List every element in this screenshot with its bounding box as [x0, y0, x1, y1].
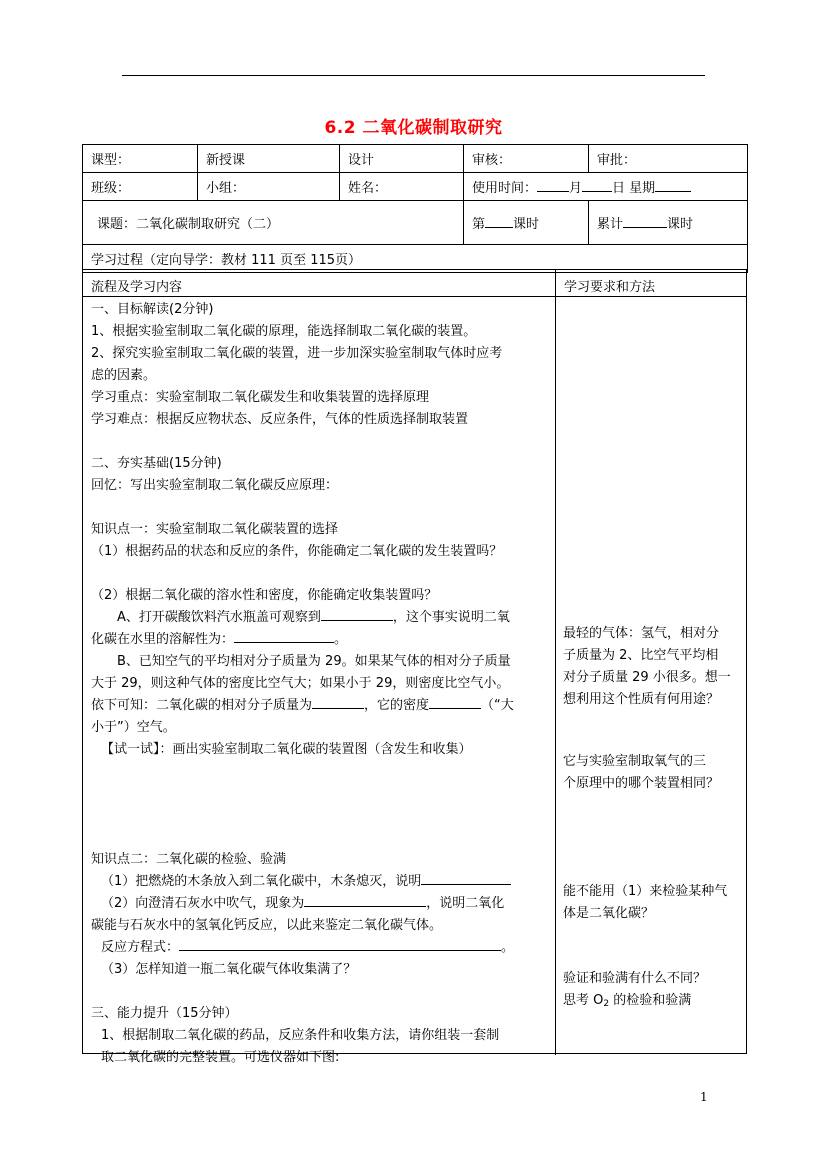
recall-prompt: 回忆：写出实验室制取二氧化碳反应原理：: [91, 478, 339, 493]
question: （2）根据二氧化碳的溶水性和密度，你能确定收集装置吗？: [91, 588, 438, 603]
text-line: 2、探究实验室制取二氧化碳的装置，进一步加深实验室制取气体时应考: [91, 346, 503, 361]
fill-blank-line: 反应方程式： 。: [101, 940, 515, 955]
answer-blank[interactable]: [421, 872, 511, 885]
answer-blank[interactable]: [429, 696, 481, 709]
learning-content: [89, 299, 551, 1069]
knowledge-point-1: 知识点一：实验室制取二氧化碳装置的选择: [91, 522, 339, 537]
knowledge-point-2: 知识点二：二氧化碳的检验、验满: [91, 852, 287, 867]
col-method-header: 学习要求和方法: [564, 280, 656, 295]
answer-blank[interactable]: [234, 630, 334, 643]
answer-blank[interactable]: [321, 608, 393, 621]
lesson-type-value: 新授课: [198, 145, 340, 173]
content-table-header: [83, 270, 746, 297]
content-table: [82, 269, 747, 1065]
class-label: 班级：: [83, 173, 198, 201]
fill-blank-line: A、打开碳酸饮料汽水瓶盖可观察到 ，这个事实说明二氧: [117, 610, 510, 625]
lesson-type-label: 课型：: [83, 145, 198, 173]
note-verify-vs-full: 验证和验满有什么不同？ 思考 $O_2$ 的检验和验满: [563, 971, 707, 1009]
usage-time: 使用时间： 月 日 星期: [464, 173, 748, 201]
text-line: B、已知空气的平均相对分子质量为 29。如果某气体的相对分子质量: [117, 654, 511, 669]
key-point: 学习重点：实验室制取二氧化碳发生和收集装置的选择原理: [91, 390, 430, 405]
lesson-topic: 课题：二氧化碳制取研究（二）: [83, 201, 464, 245]
answer-blank[interactable]: [312, 696, 364, 709]
group-label: 小组：: [198, 173, 340, 201]
question: （1）根据药品的状态和反应的条件，你能确定二氧化碳的发生装置吗？: [91, 544, 503, 559]
fill-blank-line: （2）向澄清石灰水中吹气，现象为 ，说明二氧化: [101, 896, 505, 911]
answer-blank[interactable]: [304, 894, 426, 907]
fill-blank-line: （1）把燃烧的木条放入到二氧化碳中，木条熄灭，说明: [89, 871, 551, 893]
section-basics: 二、夯实基础(15分钟): [91, 456, 222, 471]
column-divider: [555, 270, 556, 1055]
text-line: 取二氧化碳的完整装置。可选仪器如下图:: [101, 1050, 340, 1065]
note-oxygen-apparatus: 它与实验室制取氧气的三 个原理中的哪个装置相同？: [563, 754, 720, 791]
page-title: 6.2 二氧化碳制取研究: [324, 118, 503, 138]
fill-blank-line: 化碳在水里的溶解性为： 。: [91, 632, 348, 647]
design-label: 设计: [340, 145, 464, 173]
equation-blank[interactable]: [179, 938, 501, 951]
section-goals: 一、目标解读(2分钟): [91, 302, 214, 317]
text-line: 碳能与石灰水中的氢氧化钙反应，以此来鉴定二氧化碳气体。: [91, 918, 443, 933]
col-content-header: 流程及学习内容: [91, 280, 183, 295]
note-co2-test: 能不能用（1）来检验某种气 体是二氧化碳？: [563, 884, 728, 921]
text-line: 小于”）空气。: [91, 720, 176, 735]
period-total: 累计 课时: [589, 201, 748, 245]
fill-blank-line: 依下可知：二氧化碳的相对分子质量为 ，它的密度 （“大: [91, 698, 514, 713]
info-table: [82, 144, 748, 273]
learning-process: 学习过程（定向导学：教材 111 页至 115页）: [83, 245, 748, 273]
header-rule: [122, 75, 705, 76]
text-line: 大于 29，则这种气体的密度比空气大；如果小于 29，则密度比空气小。: [91, 676, 510, 691]
page-number: 1: [700, 1090, 708, 1104]
difficult-point: 学习难点：根据反应物状态、反应条件，气体的性质选择制取装置: [91, 412, 469, 427]
text-line: 虑的因素。: [91, 368, 157, 383]
review-label: 审核：: [464, 145, 589, 173]
period-number: 第 课时: [464, 201, 589, 245]
name-label: 姓名：: [340, 173, 464, 201]
section-ability: 三、能力提升（15分钟）: [91, 1006, 238, 1021]
text-line: 1、根据制取二氧化碳的药品，反应条件和收集方法，请你组装一套制: [101, 1028, 500, 1043]
try-it: 【试一试】：画出实验室制取二氧化碳的装置图（含发生和收集）: [101, 742, 472, 757]
approve-label: 审批：: [589, 145, 748, 173]
note-lightest-gas: 最轻的气体：氢气，相对分 子质量为 2、比空气平均相 对分子质量 29 小很多。想一 想利用这个性质有何用途？: [563, 626, 731, 707]
text-line: 1、根据实验室制取二氧化碳的原理，能选择制取二氧化碳的装置。: [91, 324, 477, 339]
question: （3）怎样知道一瓶二氧化碳气体收集满了？: [101, 962, 357, 977]
